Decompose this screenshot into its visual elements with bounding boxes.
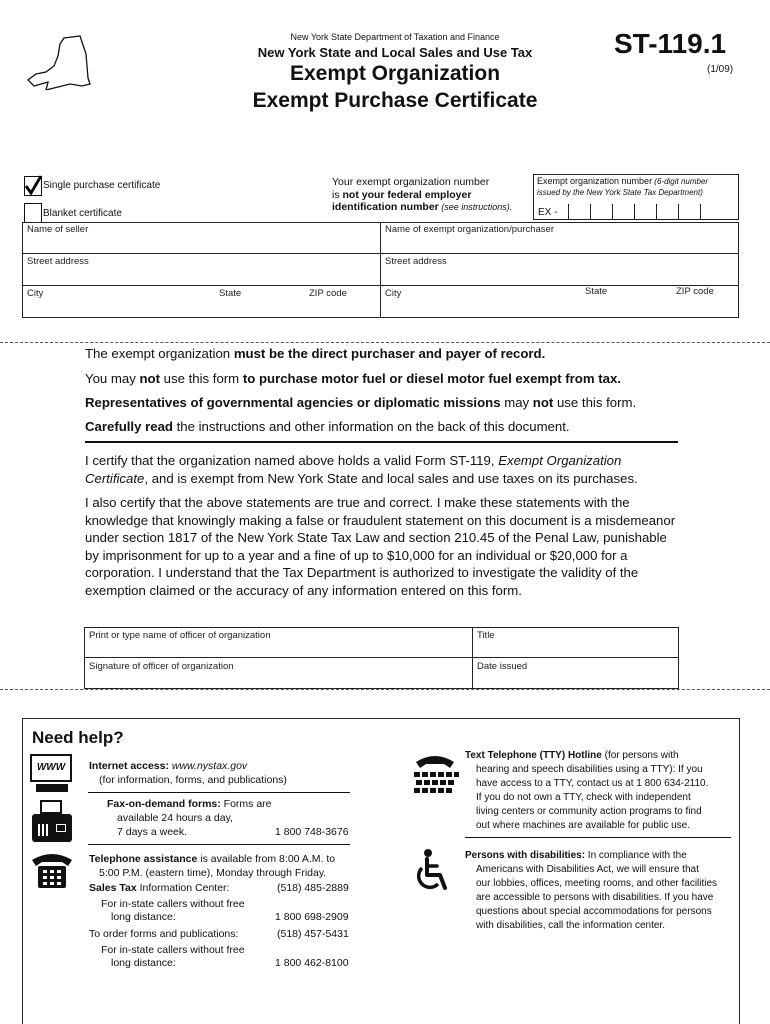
internet-sub: (for information, forms, and publications) — [99, 774, 287, 786]
seller-city-field[interactable]: City — [27, 288, 44, 299]
disabilities-line-1: Americans with Disabilities Act, we will ensure that — [476, 864, 699, 875]
date-issued-field[interactable]: Date issued — [477, 661, 528, 672]
form-revision: (1/09) — [707, 64, 734, 75]
fax-icon — [30, 800, 74, 844]
checkmark-icon — [23, 174, 43, 196]
single-purchase-checkbox[interactable] — [24, 176, 42, 196]
telephone-assistance: Telephone assistance is available from 8:00 A.M. to — [89, 853, 336, 865]
fax-line3: 7 days a week. — [117, 826, 188, 838]
blanket-certificate-label: Blanket certificate — [43, 208, 122, 219]
ex-prefix: EX - — [538, 207, 558, 218]
single-purchase-label: Single purchase certificate — [43, 180, 161, 191]
purchaser-state-field[interactable]: State — [585, 286, 608, 297]
sales-tax-phone: (518) 485-2889 — [277, 882, 349, 894]
seller-zip-field[interactable]: ZIP code — [309, 288, 347, 299]
telephone-hours: 5:00 P.M. (eastern time), Monday through Friday. — [99, 867, 327, 879]
tty-line-5: out where machines are available for public use. — [476, 820, 691, 831]
form-title-line1: Exempt Organization — [289, 62, 501, 85]
instate-callers-2b: long distance: — [111, 957, 176, 969]
fax-line2: available 24 hours a day, — [117, 812, 233, 824]
sales-tax-center: Sales Tax Information Center: — [89, 882, 230, 894]
notice-divider — [85, 441, 678, 443]
www-icon: WWW — [30, 754, 74, 794]
instate-phone-1: 1 800 698-2909 — [275, 911, 349, 923]
tty-line-2: have access to a TTY, contact us at 1 800 634-2110. — [476, 778, 709, 789]
seller-street-field[interactable]: Street address — [27, 256, 89, 267]
exempt-number-note: Your exempt organization number is not your federal employer identification number (see instructions). — [332, 176, 513, 213]
order-forms: To order forms and publications: — [89, 928, 239, 940]
purchaser-name-field[interactable]: Name of exempt organization/purchaser — [385, 224, 554, 235]
notice-carefully-read: Carefully read the instructions and other information on the back of this document. — [85, 419, 570, 434]
seller-state-field[interactable]: State — [219, 288, 242, 299]
need-help-heading: Need help? — [32, 728, 124, 747]
purchaser-city-field[interactable]: City — [385, 288, 402, 299]
instate-callers-2a: For in-state callers without free — [101, 944, 245, 956]
exempt-number-digit-input[interactable] — [568, 204, 738, 219]
department-name: New York State Department of Taxation and Finance — [290, 32, 500, 42]
internet-access: Internet access: www.nystax.gov — [89, 760, 248, 772]
notice-motor-fuel: You may not use this form to purchase motor fuel or diesel motor fuel exempt from tax. — [85, 371, 621, 386]
wheelchair-icon — [412, 848, 452, 894]
telephone-icon — [30, 850, 74, 890]
instate-callers-1a: For in-state callers without free — [101, 898, 245, 910]
seller-name-field[interactable]: Name of seller — [27, 224, 89, 235]
disabilities-line-2: our lobbies, offices, meeting rooms, and other facilities — [476, 878, 718, 889]
tty-line-1: hearing and speech disabilities using a TTY): If you — [476, 764, 703, 775]
certification-paragraph-1: I certify that the organization named above holds a valid Form ST-119, Exempt Organization Certificate, and is exempt from New York State and local sales and use taxes on its purchases. — [85, 453, 638, 486]
disabilities-line-5: with disabilities, call the information center. — [476, 920, 665, 931]
tax-title: New York State and Local Sales and Use Tax — [257, 45, 533, 60]
officer-signature-field[interactable]: Signature of officer of organization — [89, 661, 234, 672]
nystax-link[interactable]: www.nystax.gov — [171, 760, 248, 772]
fax-on-demand: Fax-on-demand forms: Forms are — [107, 798, 272, 810]
exempt-number-box-label: Exempt organization number (6-digit number issued by the New York State Tax Department) — [537, 176, 709, 197]
cut-line — [0, 342, 770, 343]
fax-phone: 1 800 748-3676 — [275, 826, 349, 838]
purchaser-street-field[interactable]: Street address — [385, 256, 447, 267]
order-forms-phone: (518) 457-5431 — [277, 928, 349, 940]
cut-line-lower — [0, 689, 770, 690]
tty-line-4: living centers or community action programs to find — [476, 806, 702, 817]
form-title-line2: Exempt Purchase Certificate — [252, 89, 538, 112]
tty-hotline: Text Telephone (TTY) Hotline (for persons with — [465, 750, 679, 761]
tty-icon — [410, 750, 460, 798]
notice-direct-purchaser: The exempt organization must be the direct purchaser and payer of record. — [85, 346, 546, 361]
new-york-state-map-icon — [24, 34, 102, 90]
disabilities-line-3: are accessible to persons with disabilities. If you have — [476, 892, 714, 903]
officer-name-field[interactable]: Print or type name of officer of organization — [89, 630, 271, 641]
tty-line-3: If you do not own a TTY, check with independent — [476, 792, 691, 803]
purchaser-zip-field[interactable]: ZIP code — [676, 286, 714, 297]
persons-with-disabilities: Persons with disabilities: In compliance with the — [465, 850, 687, 861]
form-number: ST-119.1 — [614, 28, 727, 59]
instate-phone-2: 1 800 462-8100 — [275, 957, 349, 969]
officer-title-field[interactable]: Title — [477, 630, 495, 641]
certification-paragraph-2: I also certify that the above statements are true and correct. I make these statements with the knowledge that knowingly making a false or fraudulent statement on this document is a misdemeanor under section 1817 of the New York State Tax Law and section 210.45 of the Penal Law, punishable by imprisonment for up to a year and a fine of up to $10,000 for an individual or $20,000 for a corporation. I understand that the Tax Department is authorized to investigate the validity of the exemption claimed or the accuracy of any information entered on this form. — [85, 495, 676, 598]
instate-callers-1b: long distance: — [111, 911, 176, 923]
disabilities-line-4: questions about special accommodations for persons — [476, 906, 712, 917]
notice-representatives: Representatives of governmental agencies or diplomatic missions may not use this form. — [85, 395, 637, 410]
blanket-certificate-checkbox[interactable] — [24, 203, 42, 223]
